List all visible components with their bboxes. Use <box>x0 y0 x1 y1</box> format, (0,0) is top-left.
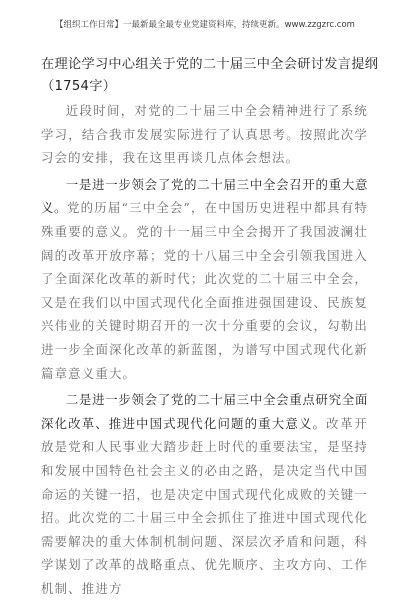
title-line-1: 在理论学习中心组关于党的二十届三中全会研讨发言提纲 <box>41 57 379 72</box>
header-slogan: 一最新最全最专业党建资料库，持续更新。 <box>123 20 285 30</box>
header-url: www.zzgzrc.com <box>284 20 355 30</box>
document-title <box>41 54 386 98</box>
title-line-2: （1754字） <box>41 79 117 94</box>
section-2-heading: 二是进一步领会了党的二十届三中全会重点研究全面深化改革、推进中国式现代化问题的重大意义。 <box>41 392 368 431</box>
intro-paragraph: 近段时间，对党的二十届三中全会精神进行了系统学习，结合我市发展实际进行了认真思考。按照此次学习会的安排，我在这里再谈几点体会想法。 <box>41 103 368 166</box>
site-header <box>0 18 410 30</box>
section-2-body: 改革开放是党和人民事业大踏步赶上时代的重要法宝，是坚持和发展中国特色社会主义的必由之路，是决定当代中国命运的关键一招，也是决定中国式现代化成败的关键一招。此次党的二十届三中全会抓住了推进中国式现代化需要解决的重大体制机制问题、深层次矛盾和问题，科学谋划了改革的战略重点、优先顺序、主攻方向、工作机制、推进方 <box>41 415 368 596</box>
section-1-body: 党的历届“三中全会”，在中国历史进程中都具有特殊重要的意义。党的十一届三中全会揭开了我国波澜壮阔的改革开放序幕；党的十八届三中全会引领我国进入了全面深化改革的新时代；此次党的二十届三中全会，又是在我们以中国式现代化全面推进强国建设、民族复兴伟业的关键时期召开的一次十分重要的会议，勾勒出进一步全面深化改革的新蓝图，为谱写中国式现代化新篇章意义重大。 <box>41 200 368 381</box>
document-body <box>41 99 368 600</box>
section-1-heading: 一是进一步领会了党的二十届三中全会召开的重大意义。 <box>41 176 368 216</box>
section-1-paragraph <box>41 173 368 385</box>
section-2-paragraph <box>41 388 368 600</box>
header-bracket-text: 【组织工作日常】 <box>55 20 124 30</box>
